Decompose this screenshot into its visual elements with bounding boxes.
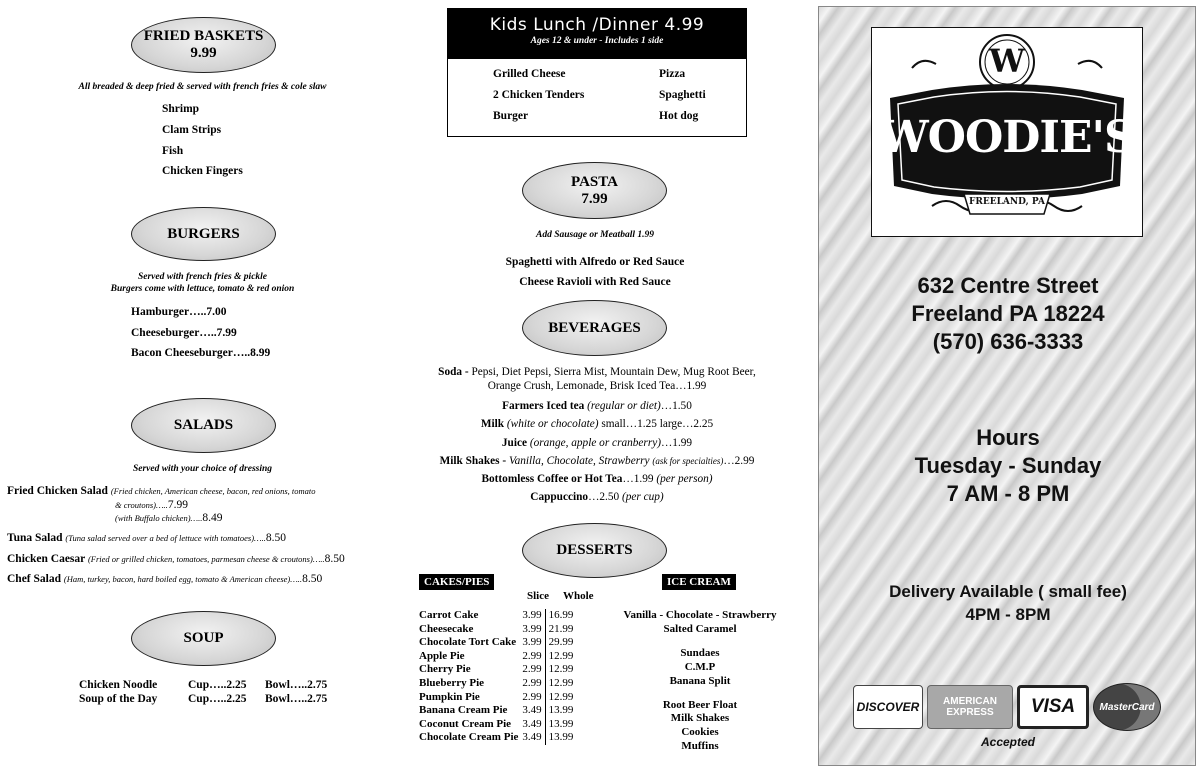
salads-note: Served with your choice of dressing <box>132 464 273 474</box>
salad-name: Chef Salad <box>7 573 61 585</box>
pasta-title: PASTA <box>571 173 618 190</box>
cake-slice: 3.99 <box>522 636 542 649</box>
info-panel <box>818 6 1196 766</box>
bev-name: Farmers Iced tea <box>502 400 585 412</box>
cake-whole: 12.99 <box>545 691 573 705</box>
soup-bowl: Bowl…..2.75 <box>265 679 328 691</box>
cake-name: Chocolate Cream Pie <box>419 731 519 744</box>
soup-cup: Cup…..2.25 <box>188 693 247 705</box>
salad-price: 8.49 <box>202 512 223 524</box>
menu-item: Grilled Cheese <box>493 68 566 80</box>
pasta-price: 7.99 <box>581 190 608 207</box>
salad-desc: (Fried chicken, American cheese, bacon, red onions, tomato <box>110 486 316 496</box>
salad-desc: (Ham, turkey, bacon, hard boiled egg, tomato & American cheese)….. <box>63 574 303 584</box>
table-row <box>419 731 573 745</box>
salad-chef <box>7 573 322 585</box>
cake-whole: 12.99 <box>545 663 573 677</box>
bev-juice <box>420 434 774 452</box>
soup-name: Chicken Noodle <box>79 679 158 691</box>
list-item: Root Beer Float <box>662 698 738 711</box>
soup-cup: Cup…..2.25 <box>188 679 247 691</box>
cake-whole: 29.99 <box>545 636 573 650</box>
ice-cream-group <box>605 609 795 637</box>
card-label: VISA <box>1030 696 1076 717</box>
bev-tea <box>420 397 774 415</box>
cake-slice: 3.99 <box>522 609 542 621</box>
salad-price: 7.99 <box>167 499 188 511</box>
kids-menu-title: Kids Lunch /Dinner 4.99 <box>489 15 705 35</box>
bev-note: (ask for specialties) <box>652 455 724 466</box>
menu-item: Clam Strips <box>162 124 222 136</box>
salad-fried-chicken-buffalo <box>115 512 222 524</box>
menu-item: Chicken Fingers <box>162 165 243 177</box>
beverages-title: BEVERAGES <box>548 319 641 336</box>
kids-menu-header <box>448 9 746 59</box>
bev-opts: (white or chocolate) <box>506 418 599 431</box>
hours-time: 7 AM - 8 PM <box>946 481 1070 506</box>
cake-slice: 2.99 <box>522 676 542 689</box>
table-row <box>419 636 573 650</box>
salads-title: SALADS <box>173 417 234 433</box>
cake-name: Chocolate Tort Cake <box>419 636 517 649</box>
bev-name: Cappuccino <box>530 491 589 504</box>
menu-item: Hamburger…..7.00 <box>131 306 227 318</box>
bev-price: …1.99 <box>622 473 654 486</box>
soup-header <box>131 611 276 666</box>
cake-whole: 16.99 <box>545 609 573 623</box>
table-row <box>419 718 573 732</box>
bev-opts: (per cup) <box>621 491 664 504</box>
delivery-info: Delivery Available ( small fee) <box>889 582 1127 601</box>
bev-price: …2.50 <box>588 491 620 504</box>
table-row <box>419 677 573 691</box>
logo-location: FREELAND, PA <box>969 197 1045 207</box>
cake-name: Pumpkin Pie <box>419 690 480 703</box>
salad-name: Chicken Caesar <box>7 553 86 565</box>
kids-menu-box <box>447 8 747 137</box>
visa-card-icon <box>1017 685 1089 729</box>
cake-slice: 3.49 <box>522 704 542 717</box>
beverages-header <box>522 300 667 356</box>
list-item: Sundaes <box>680 646 720 659</box>
bev-opts: (regular or diet) <box>587 400 661 412</box>
list-item: Milk Shakes <box>670 712 730 725</box>
menu-item: Shrimp <box>162 103 200 115</box>
bev-opts: Pepsi, Diet Pepsi, Sierra Mist, Mountain Dew, Mug Root Beer, <box>471 366 756 378</box>
menu-item: Hot dog <box>659 110 699 122</box>
hours-title: Hours <box>976 425 1040 450</box>
cake-slice: 2.99 <box>522 690 542 703</box>
menu-item: Bacon Cheeseburger…..8.99 <box>131 347 271 359</box>
fried-baskets-note: All breaded & deep fried & served with french fries & cole slaw <box>78 82 327 92</box>
logo <box>871 27 1143 237</box>
table-row <box>419 650 573 664</box>
amex-card-icon <box>927 685 1013 729</box>
cake-name: Banana Cream Pie <box>419 704 508 717</box>
soup-name: Soup of the Day <box>79 693 158 705</box>
card-label: MasterCard <box>1099 701 1155 713</box>
bev-shakes <box>420 452 774 470</box>
ice-cream-label: ICE CREAM <box>662 574 736 590</box>
cake-name: Coconut Cream Pie <box>419 717 512 730</box>
salad-price: 8.50 <box>324 553 345 565</box>
bev-price: small…1.25 large…2.25 <box>601 418 714 431</box>
phone-number: (570) 636-3333 <box>932 329 1084 354</box>
salad-desc: (Tuna salad served over a bed of lettuce with tomatoes)….. <box>65 533 266 543</box>
cake-whole: 12.99 <box>545 650 573 664</box>
salad-price: 8.50 <box>302 573 323 585</box>
logo-letter: W <box>989 42 1025 80</box>
salad-caesar <box>7 553 345 565</box>
logo-name: WOODIE'S <box>879 112 1135 163</box>
mastercard-icon <box>1093 683 1161 731</box>
table-row <box>419 704 573 718</box>
desserts-header <box>522 523 667 578</box>
salad-price: 8.50 <box>265 532 286 544</box>
bev-name: Juice <box>501 436 528 449</box>
bev-opts: Orange Crush, Lemonade, Brisk Iced Tea…1.99 <box>487 379 707 392</box>
pasta-note: Add Sausage or Meatball 1.99 <box>536 230 654 240</box>
soup-title: SOUP <box>183 630 224 646</box>
menu-item: Spaghetti <box>659 89 706 101</box>
ice-cream-group <box>605 699 795 755</box>
bev-price: …1.50 <box>660 400 692 412</box>
cake-slice: 3.99 <box>522 622 542 635</box>
kids-menu-subtitle: Ages 12 & under - Includes 1 side <box>530 36 664 46</box>
cakes-pies-label: CAKES/PIES <box>419 574 494 590</box>
burgers-note-2: Burgers come with lettuce, tomato & red onion <box>110 284 295 294</box>
bev-price: …1.99 <box>661 436 693 449</box>
beverages-list <box>420 366 774 507</box>
fried-baskets-title: FRIED BASKETS <box>143 28 264 44</box>
table-row <box>419 623 573 637</box>
bev-opts: (per person) <box>656 473 713 486</box>
accepted-label: Accepted <box>980 735 1036 749</box>
bev-name: Milk Shakes - <box>439 454 507 467</box>
salads-header <box>131 398 276 453</box>
bev-name: Bottomless Coffee or Hot Tea <box>481 473 623 486</box>
menu-item: Cheeseburger…..7.99 <box>131 327 237 339</box>
cake-whole: 21.99 <box>545 623 573 637</box>
whole-header: Whole <box>563 590 594 602</box>
delivery-hours: 4PM - 8PM <box>965 605 1051 624</box>
list-item: Cookies <box>681 726 719 739</box>
list-item: Muffins <box>681 740 719 753</box>
table-row <box>419 691 573 705</box>
bev-cappuccino <box>420 488 774 506</box>
list-item: Banana Split <box>669 674 731 687</box>
cake-name: Cherry Pie <box>419 663 471 676</box>
menu-item: 2 Chicken Tenders <box>493 89 585 101</box>
menu-item: Cheese Ravioli with Red Sauce <box>519 276 671 288</box>
desserts-title: DESSERTS <box>556 542 633 558</box>
hours-days: Tuesday - Sunday <box>914 453 1102 478</box>
burgers-title: BURGERS <box>167 225 240 242</box>
ice-cream-group <box>605 647 795 689</box>
burgers-header <box>131 207 276 261</box>
salad-desc: (with Buffalo chicken)….. <box>115 513 203 523</box>
bev-opts: (orange, apple or cranberry) <box>529 436 661 449</box>
burgers-note-1: Served with french fries & pickle <box>137 272 268 282</box>
cake-slice: 2.99 <box>522 663 542 676</box>
cake-whole: 12.99 <box>545 677 573 691</box>
cake-whole: 13.99 <box>545 718 573 732</box>
address-line-1: 632 Centre Street <box>917 273 1099 298</box>
cake-name: Carrot Cake <box>419 609 479 621</box>
cake-slice: 3.49 <box>522 731 542 744</box>
menu-item: Pizza <box>659 68 686 80</box>
list-item: Vanilla - Chocolate - Strawberry <box>623 609 777 621</box>
cake-slice: 2.99 <box>522 649 542 662</box>
slice-header: Slice <box>527 590 549 602</box>
bev-soda <box>420 366 774 393</box>
soup-bowl: Bowl…..2.75 <box>265 693 328 705</box>
bev-coffee <box>420 470 774 488</box>
table-row <box>419 609 573 623</box>
bev-name: Milk <box>480 418 505 431</box>
salad-name: Tuna Salad <box>7 532 63 544</box>
bev-milk <box>420 415 774 433</box>
salad-tuna <box>7 532 286 544</box>
menu-item: Burger <box>493 110 529 122</box>
salad-fried-chicken-line2 <box>115 499 188 511</box>
salad-name: Fried Chicken Salad <box>7 485 108 497</box>
salad-desc: (Fried or grilled chicken, tomatoes, parmesan cheese & croutons)….. <box>87 554 325 564</box>
bev-name: Soda - <box>438 366 469 378</box>
menu-item: Spaghetti with Alfredo or Red Sauce <box>505 256 685 268</box>
cake-slice: 3.49 <box>522 717 542 730</box>
list-item: C.M.P <box>684 660 716 673</box>
fried-baskets-price: 9.99 <box>190 45 217 61</box>
fried-baskets-header <box>131 17 276 73</box>
cake-whole: 13.99 <box>545 731 573 745</box>
list-item: Salted Caramel <box>663 622 737 635</box>
ice-cream-list <box>605 609 795 754</box>
cake-whole: 13.99 <box>545 704 573 718</box>
table-row <box>419 663 573 677</box>
menu-item: Fish <box>162 145 184 157</box>
card-label: DISCOVER <box>856 700 920 714</box>
cake-name: Apple Pie <box>419 649 465 662</box>
bev-opts: Vanilla, Chocolate, Strawberry <box>508 454 650 467</box>
salad-fried-chicken <box>7 485 316 497</box>
bev-price: …2.99 <box>723 454 755 467</box>
card-label: AMERICAN EXPRESS <box>943 696 997 718</box>
address-line-2: Freeland PA 18224 <box>911 301 1105 326</box>
cake-name: Cheesecake <box>419 622 474 635</box>
cake-name: Blueberry Pie <box>419 676 485 689</box>
pasta-header <box>522 162 667 219</box>
cakes-table <box>419 609 573 745</box>
salad-desc: & croutons)….. <box>115 500 168 510</box>
discover-card-icon <box>853 685 923 729</box>
